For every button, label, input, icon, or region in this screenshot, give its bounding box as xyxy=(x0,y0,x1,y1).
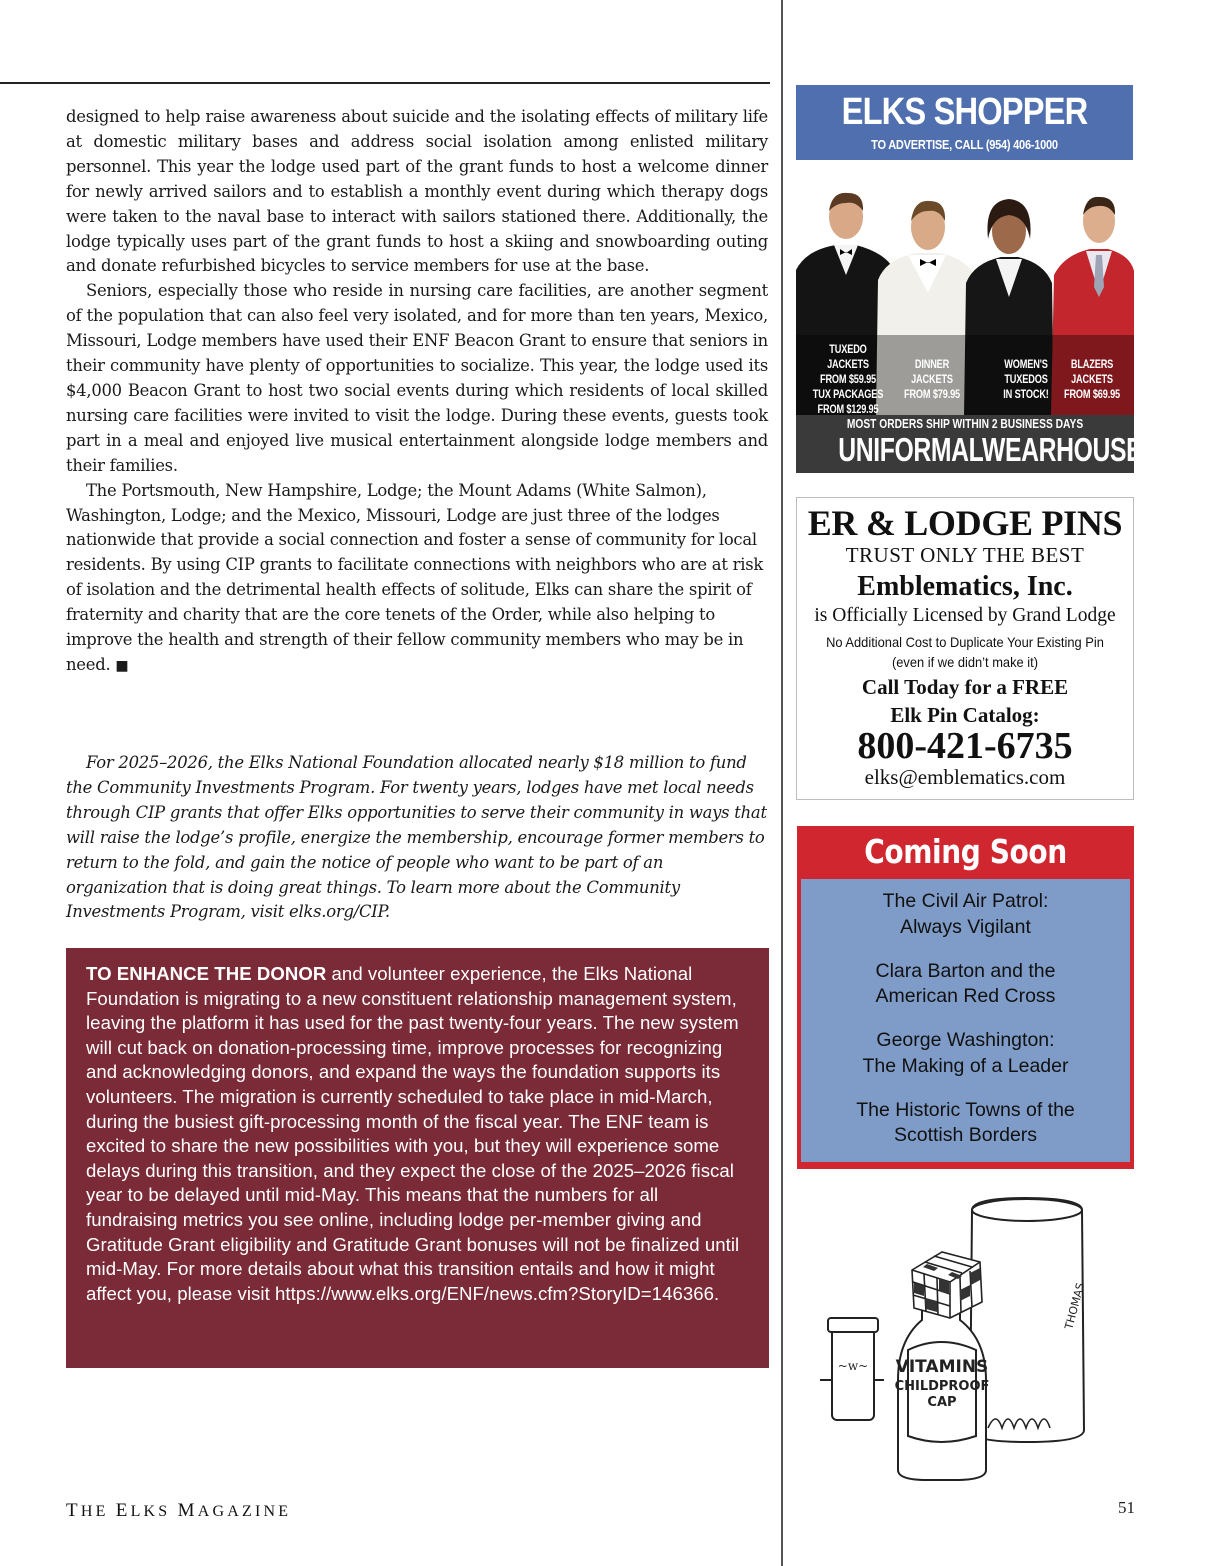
caption-line: FROM $79.95 xyxy=(903,389,961,401)
item-line: Always Vigilant xyxy=(900,915,1031,938)
formalwear-website-link[interactable]: UNIFORMALWEARHOUSE.COM xyxy=(838,431,1205,468)
article-body xyxy=(66,105,768,679)
cip-note-text: For 2025–2026, the Elks National Foundation allocated nearly $18 million to fund the Community Investments Program. For twenty years, lodges have met local needs through CIP grants that offer Elks opportunities to serve their community in ways that will raise the lodge’s profile, energize the membership, encourage former members to return to the fold, and gain the notice of people who want to be part of an organization that is doing great things. To learn more about the Community Investments Program, visit elks.org/CIP. xyxy=(66,753,767,922)
coming-soon-item xyxy=(801,1098,1130,1149)
coming-soon-item xyxy=(801,959,1130,1010)
end-mark-icon: ■ xyxy=(115,657,129,674)
childproof-label: CHILDPROOF xyxy=(894,1379,990,1394)
item-line: The Making of a Leader xyxy=(862,1054,1069,1077)
article-paragraph: Seniors, especially those who reside in nursing care facilities, are another segment of the population that can also feel very isolated, and for more than ten years, Mexico, Missouri, Lodge members have used their ENF Beacon Grant to ensure that seniors in their community have plenty of opportunities to socialize. This year, the lodge used its $4,000 Beacon Grant to host two social events during which residents of local skilled nursing care facilities were invited to visit the lodge. During these events, guests took part in a meal and enjoyed live musical entertainment alongside lodge members and their families. xyxy=(66,281,768,475)
shopper-title: ELKS SHOPPER xyxy=(841,91,1088,133)
magazine-name xyxy=(66,1500,291,1522)
article-paragraph: designed to help raise awareness about suicide and the isolating effects of military life at domestic military bases and address social isolation among enlisted military personnel. This year the lodge used part of the grant funds to host a welcome dinner for newly arrived sailors and to establish a monthly event during which therapy dogs were taken to the naval base to interact with sailors stationed there. Additionally, the lodge typically uses part of the grant funds to host a skiing and snowboarding outing and donate refurbished bicycles to service members for use at the base. xyxy=(66,107,768,276)
magazine-name-part: E xyxy=(115,1500,131,1521)
caption-line: DINNER xyxy=(914,359,950,371)
page-number: 51 xyxy=(1118,1498,1135,1517)
pins-no-cost: No Additional Cost to Duplicate Your Existing Pin xyxy=(826,634,1104,650)
magazine-name-part: LKS xyxy=(130,1503,178,1520)
tux-caption-blazers xyxy=(1058,358,1125,403)
caption-line: WOMEN'S xyxy=(1004,359,1048,371)
pins-email-link[interactable]: elks@emblematics.com xyxy=(864,765,1066,789)
column-divider xyxy=(781,0,783,1566)
pins-call-line2: Elk Pin Catalog: xyxy=(890,703,1040,727)
caption-line: TUXEDOS xyxy=(1004,374,1048,386)
caption-line: FROM $129.95 xyxy=(817,404,879,416)
item-line: Clara Barton and the xyxy=(875,959,1056,982)
lodge-pins-ad xyxy=(796,497,1134,800)
caption-line: JACKETS xyxy=(911,374,953,386)
pill-bottle-scribble: ~w~ xyxy=(837,1359,869,1373)
cap-label: CAP xyxy=(927,1395,957,1410)
coming-soon-box xyxy=(797,826,1134,1169)
vitamins-label: VITAMINS xyxy=(895,1357,989,1377)
vitamins-cartoon xyxy=(810,1190,1110,1500)
pins-tagline: TRUST ONLY THE BEST xyxy=(845,543,1085,567)
caption-line: TUXEDO JACKETS xyxy=(827,344,869,371)
pins-company: Emblematics, Inc. xyxy=(857,571,1073,602)
tux-caption-womens xyxy=(994,358,1058,403)
tux-caption-tuxedo xyxy=(810,343,887,418)
caption-line: BLAZERS xyxy=(1070,359,1114,371)
shopper-subtitle: TO ADVERTISE, CALL (954) 406-1000 xyxy=(871,137,1058,152)
caption-line: FROM $59.95 xyxy=(819,374,877,386)
cip-note xyxy=(66,751,768,925)
item-line: George Washington: xyxy=(876,1029,1055,1051)
magazine-name-part: M xyxy=(177,1500,198,1521)
caption-line: TUX PACKAGES xyxy=(812,389,884,401)
donor-text xyxy=(86,962,749,1306)
magazine-name-part: T xyxy=(66,1500,81,1521)
donor-lead: TO ENHANCE THE DONOR xyxy=(86,963,327,984)
pins-call-line1: Call Today for a FREE xyxy=(861,675,1069,699)
item-line: The Civil Air Patrol: xyxy=(882,890,1049,912)
pins-even-if: (even if we didn’t make it) xyxy=(891,654,1039,670)
pins-licensed: is Officially Licensed by Grand Lodge xyxy=(814,605,1116,626)
pins-title: ER & LODGE PINS xyxy=(807,503,1123,543)
tux-caption-dinner xyxy=(900,358,964,403)
elks-shopper-header xyxy=(796,85,1133,160)
formalwear-ad[interactable] xyxy=(796,175,1205,473)
caption-line: IN STOCK! xyxy=(1003,389,1049,401)
coming-soon-item xyxy=(801,889,1130,940)
caption-line: FROM $69.95 xyxy=(1063,389,1121,401)
donor-sidebar-box xyxy=(66,948,769,1368)
cartoonist-signature: THOMAS xyxy=(1062,1281,1088,1331)
coming-soon-title: Coming Soon xyxy=(864,832,1067,871)
item-line: Scottish Borders xyxy=(893,1124,1038,1146)
magazine-name-part: AGAZINE xyxy=(197,1503,292,1520)
magazine-name-part: HE xyxy=(80,1503,116,1520)
shipping-note: MOST ORDERS SHIP WITHIN 2 BUSINESS DAYS xyxy=(846,417,1084,431)
top-rule xyxy=(0,82,770,84)
item-line: The Historic Towns of the xyxy=(856,1098,1075,1121)
article-paragraph xyxy=(66,479,768,679)
donor-body: and volunteer experience, the Elks National Foundation is migrating to a new constituent relationship management system, leaving the platform it has used for the past twenty-four years. The new system will cut back on donation-processing time, improve processes for recognizing and acknowledging donors, and expand the ways the foundation supports its volunteers. The migration is currently scheduled to take place in mid-March, during the busiest gift-processing month of the fiscal year. The ENF team is excited to share the new possibilities with you, but they will experience some delays during this transition, and they expect the close of the 2025–2026 fiscal year to be delayed until mid-May. This means that the numbers for all fundraising metrics you see online, including lodge per-member giving and Gratitude Grant eligibility and Gratitude Grant bonuses will not be finalized until mid-May. For more details about what this transition entails and how it might affect you, please visit https://www.elks.org/ENF/news.cfm?StoryID=146366. xyxy=(86,963,740,1304)
coming-soon-list xyxy=(801,879,1130,1162)
coming-soon-item xyxy=(801,1028,1130,1079)
article-paragraph-text: The Portsmouth, New Hampshire, Lodge; the Mount Adams (White Salmon), Washington, Lodge; and the Mexico, Missouri, Lodge are just three of the lodges nationwide that provide a social connection and foster a sense of community for local residents. By using CIP grants to facilitate connections with neighbors who are at risk of isolation and the detrimental health effects of solitude, Elks can share the spirit of fraternity and charity that are the core tenets of the Order, while also helping to improve the health and strength of their fellow community members who may be in need. xyxy=(66,480,764,674)
caption-line: JACKETS xyxy=(1071,374,1113,386)
item-line: American Red Cross xyxy=(875,985,1056,1007)
pins-phone-number[interactable]: 800-421-6735 xyxy=(857,725,1073,767)
